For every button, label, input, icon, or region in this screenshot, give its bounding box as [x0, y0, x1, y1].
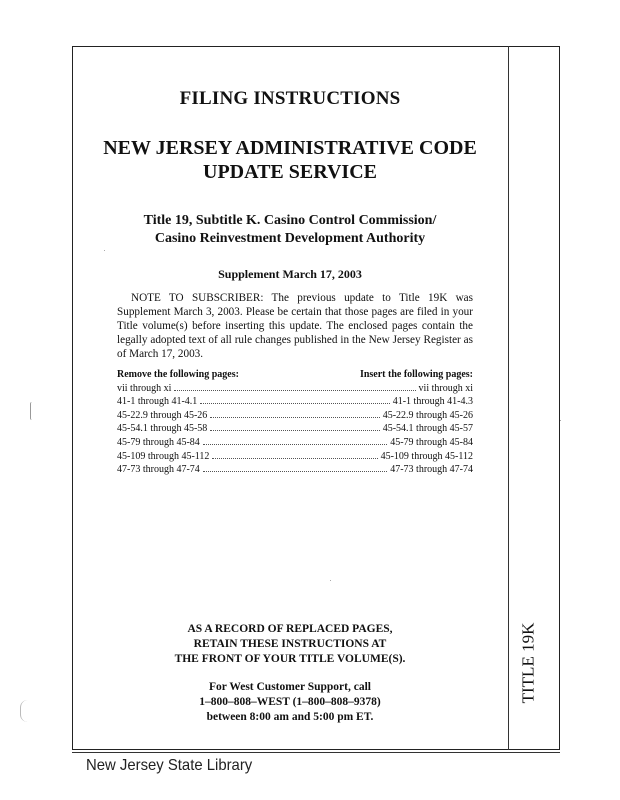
dot-leader: [200, 403, 389, 404]
code-title-line2: UPDATE SERVICE: [203, 161, 377, 183]
supplement-date: Supplement March 17, 2003: [218, 267, 362, 281]
filing-instructions-heading: FILING INSTRUCTIONS: [179, 88, 401, 109]
side-title-label: [507, 608, 549, 718]
remove-pages: vii through xi: [117, 382, 172, 394]
dot-leader: [210, 417, 379, 418]
code-title-line1: NEW JERSEY ADMINISTRATIVE CODE: [103, 137, 477, 159]
dot-leader: [174, 390, 415, 391]
scan-speck: [330, 580, 331, 581]
table-row: [117, 395, 473, 409]
table-row: [117, 463, 473, 477]
scan-mark: [20, 700, 35, 722]
support-line3: between 8:00 am and 5:00 pm ET.: [206, 711, 374, 723]
remove-header: Remove the following pages:: [117, 369, 239, 380]
table-row: [117, 409, 473, 423]
table-header: [117, 368, 473, 382]
support-line1: For West Customer Support, call: [209, 681, 371, 693]
record-line2: RETAIN THESE INSTRUCTIONS AT: [193, 638, 387, 650]
table-row: [117, 436, 473, 450]
side-title-text: TITLE 19K: [518, 622, 538, 704]
table-row: [117, 382, 473, 396]
page-border-double-rule: [72, 752, 560, 753]
remove-pages: 45-79 through 45-84: [117, 436, 200, 448]
table-row: [117, 450, 473, 464]
subtitle: [74, 212, 506, 248]
dot-leader: [210, 430, 379, 431]
insert-pages: 45-109 through 45-112: [380, 450, 473, 462]
subtitle-line2: Casino Reinvestment Development Authority: [154, 231, 426, 246]
support-line2: 1–800–808–WEST (1–800–808–9378): [199, 696, 381, 708]
insert-pages: vii through xi: [418, 382, 473, 394]
remove-pages: 41-1 through 41-4.1: [117, 396, 198, 408]
remove-pages: 45-109 through 45-112: [117, 450, 210, 462]
scan-speck: [560, 420, 561, 421]
dot-leader: [212, 458, 377, 459]
insert-header: Insert the following pages:: [359, 369, 473, 380]
record-instructions: [74, 622, 506, 667]
insert-pages: 45-79 through 45-84: [390, 436, 473, 448]
customer-support: [74, 680, 506, 725]
subtitle-line1: Title 19, Subtitle K. Casino Control Commission/: [143, 213, 437, 228]
table-row: [117, 422, 473, 436]
record-line3: THE FRONT OF YOUR TITLE VOLUME(S).: [174, 653, 406, 665]
remove-pages: 45-22.9 through 45-26: [117, 409, 208, 421]
scan-mark: [30, 402, 34, 420]
remove-pages: 47-73 through 47-74: [117, 464, 200, 476]
insert-pages: 47-73 through 47-74: [390, 464, 473, 476]
insert-pages: 45-22.9 through 45-26: [382, 409, 473, 421]
dot-leader: [203, 444, 387, 445]
pages-table: [117, 368, 473, 477]
scan-speck: [104, 250, 105, 251]
code-title: [74, 136, 506, 184]
remove-pages: 45-54.1 through 45-58: [117, 423, 208, 435]
dot-leader: [203, 471, 387, 472]
library-stamp: New Jersey State Library: [86, 757, 253, 774]
record-line1: AS A RECORD OF REPLACED PAGES,: [187, 623, 393, 635]
insert-pages: 41-1 through 41-4.3: [392, 396, 473, 408]
note-to-subscriber: NOTE TO SUBSCRIBER: The previous update to Title 19K was Supplement March 3, 2003. Please be certain that those pages are filed in your Title volume(s) before inserting this update. The enclosed pages contain the legally adopted text of all rule changes published in the New Jersey Register as of March 17, 2003.: [117, 292, 473, 360]
insert-pages: 45-54.1 through 45-57: [382, 423, 473, 435]
